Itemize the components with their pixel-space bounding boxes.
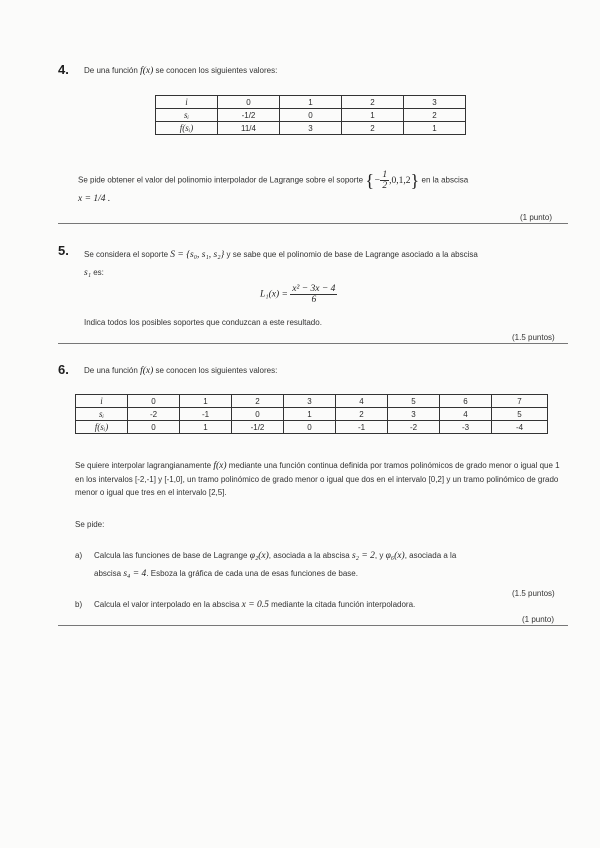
q6-table-cell: 0: [284, 421, 336, 434]
q4-table-cell: 3: [404, 96, 466, 109]
q6-table-cell: 2: [232, 395, 284, 408]
q5-ask: Indica todos los posibles soportes que conduzcan a este resultado.: [84, 318, 322, 327]
q6-table-cell: -1/2: [232, 421, 284, 434]
q4-ask-pre: Se pide obtener el valor del polinomio interpolador de Lagrange sobre el soporte: [78, 175, 364, 185]
q6-table-cell: 6: [440, 395, 492, 408]
q6-b-post: mediante la citada función interpoladora.: [271, 600, 416, 609]
q6-a-line1-mid: , asociada a la abscisa: [268, 551, 350, 560]
q6-a-line2-pre: abscisa: [94, 569, 122, 578]
q6-table-cell: 5: [388, 395, 440, 408]
q6-table-cell: 5: [492, 408, 548, 421]
q5-line2-post: es:: [93, 268, 104, 277]
q5-line2: [84, 268, 104, 278]
q5-line2-var: s₁: [84, 268, 91, 278]
q6-a-line1-mid2: , y: [374, 551, 384, 560]
q6-table-cell: -2: [388, 421, 440, 434]
q6-a-line1: [94, 551, 456, 561]
q4-ask: [78, 170, 468, 191]
q5-line1-post: y se sabe que el polinomio de base de Lagrange asociado a la abscisa: [226, 250, 478, 259]
q6-a-s4: s₄ = 4: [123, 569, 147, 579]
q6-b-x: x = 0.5: [241, 600, 269, 610]
q4-table-cell: 11/4: [218, 122, 280, 135]
q6-b-pre: Calcula el valor interpolado en la abscisa: [94, 600, 240, 609]
q6-table-cell: 1: [180, 421, 232, 434]
q4-table-row-label: sᵢ: [156, 109, 218, 122]
q6-para-post: mediante una función continua definida por tramos polinómicos de grado menor o igual que 1 en los intervalos [-2,-1] y [-1,0], un tramo polinómico de grado menor o igual que dos en el intervalo [0,2] y un tramo polinómico de grado menor o igual que tres en el intervalo [2,5].: [75, 461, 560, 497]
q4-points: (1 punto): [520, 213, 553, 222]
divider-q4: [58, 223, 568, 224]
q4-intro-func: f(x): [140, 66, 154, 76]
q6-table-cell: -3: [440, 421, 492, 434]
q4-table-cell: 1: [404, 122, 466, 135]
q5-points: (1.5 puntos): [512, 333, 555, 342]
q6-table-cell: -1: [180, 408, 232, 421]
q6-a-label: a): [75, 551, 83, 560]
question-6-number: 6.: [58, 362, 69, 377]
q4-values-table: [155, 95, 466, 135]
q4-table-cell: 3: [280, 122, 342, 135]
q6-table-cell: 1: [180, 395, 232, 408]
q4-table-row-label: f(sᵢ): [156, 122, 218, 135]
q5-formula-den: 6: [311, 295, 317, 305]
q6-table-cell: 0: [128, 421, 180, 434]
q4-abscissa: x = 1/4 .: [78, 194, 111, 204]
q6-table-cell: 7: [492, 395, 548, 408]
q4-support-num: 1: [382, 170, 388, 180]
q6-para-func: f(x): [213, 461, 227, 471]
q4-table-row-0: [156, 96, 466, 109]
q4-table-cell: 2: [342, 122, 404, 135]
q6-para-pre: Se quiere interpolar lagrangianamente: [75, 461, 212, 470]
q6-table-row-label: f(sᵢ): [76, 421, 128, 434]
q6-table-cell: 1: [284, 408, 336, 421]
q6-a-line2: [94, 569, 358, 579]
q6-se-pide: Se pide:: [75, 520, 105, 529]
question-5-number: 5.: [58, 243, 69, 258]
q6-table-cell: 3: [388, 408, 440, 421]
q6-a-line1-post: , asociada a la: [404, 551, 457, 560]
q6-table-cell: 4: [440, 408, 492, 421]
q4-table-cell: 0: [218, 96, 280, 109]
question-4-number: 4.: [58, 62, 69, 77]
q4-table-cell: 1: [342, 109, 404, 122]
q6-table-cell: 0: [128, 395, 180, 408]
q4-ask-post: en la abscisa: [421, 175, 469, 185]
q6-a-line2-post: . Esboza la gráfica de cada una de esas funciones de base.: [146, 569, 358, 578]
q4-table-row-1: [156, 109, 466, 122]
q6-table-cell: -4: [492, 421, 548, 434]
q4-intro-pre: De una función: [84, 66, 138, 75]
q4-table-cell: 2: [404, 109, 466, 122]
divider-q6: [58, 625, 568, 626]
q5-line1: [84, 250, 478, 260]
q4-table-row-label: i: [156, 96, 218, 109]
q6-a-s2: s₂ = 2: [351, 551, 375, 561]
q4-table-cell: 0: [280, 109, 342, 122]
q6-values-table: [75, 394, 548, 434]
q6-table-cell: 4: [336, 395, 388, 408]
q6-a-points: (1.5 puntos): [512, 589, 555, 598]
q5-support: S = {s₀, s₁, s₂}: [170, 250, 225, 260]
q4-table-cell: 2: [342, 96, 404, 109]
q6-table-row-label: i: [76, 395, 128, 408]
q4-intro-post: se conocen los siguientes valores:: [155, 66, 278, 75]
q6-table-row-2: [76, 421, 548, 434]
q6-table-cell: -2: [128, 408, 180, 421]
q5-formula-lhs: L₁(x) =: [260, 289, 288, 300]
q6-intro: [84, 366, 277, 376]
q4-support-rest: ,0,1,2: [389, 175, 411, 186]
q5-formula-num: x² − 3x − 4: [292, 284, 336, 294]
q6-a-phi2: φ₂(x): [249, 551, 269, 561]
q4-support-den: 2: [382, 181, 388, 191]
q6-table-cell: -1: [336, 421, 388, 434]
q6-a-line1-pre: Calcula las funciones de base de Lagrange: [94, 551, 248, 560]
q6-table-cell: 0: [232, 408, 284, 421]
q6-table-row-1: [76, 408, 548, 421]
divider-q5: [58, 343, 568, 344]
q5-line1-pre: Se considera el soporte: [84, 250, 169, 259]
q6-table-row-label: sᵢ: [76, 408, 128, 421]
q5-formula: [260, 284, 337, 305]
q6-a-phi6: φ₆(x): [385, 551, 405, 561]
q6-intro-func: f(x): [140, 366, 154, 376]
q4-support: {− $\frac{1}{2}$ ,0,1,2}: [365, 170, 420, 191]
q4-table-cell: -1/2: [218, 109, 280, 122]
q6-table-cell: 2: [336, 408, 388, 421]
q4-table-row-2: [156, 122, 466, 135]
q6-b-points: (1 punto): [522, 615, 555, 624]
q6-paragraph: [75, 459, 567, 499]
q4-table-cell: 1: [280, 96, 342, 109]
q6-table-row-0: [76, 395, 548, 408]
q6-b-label: b): [75, 600, 83, 609]
q6-b-line: [94, 600, 415, 610]
q6-table-cell: 3: [284, 395, 336, 408]
q6-intro-pre: De una función: [84, 366, 138, 375]
q6-intro-post: se conocen los siguientes valores:: [155, 366, 278, 375]
question-4-intro: [84, 66, 277, 76]
